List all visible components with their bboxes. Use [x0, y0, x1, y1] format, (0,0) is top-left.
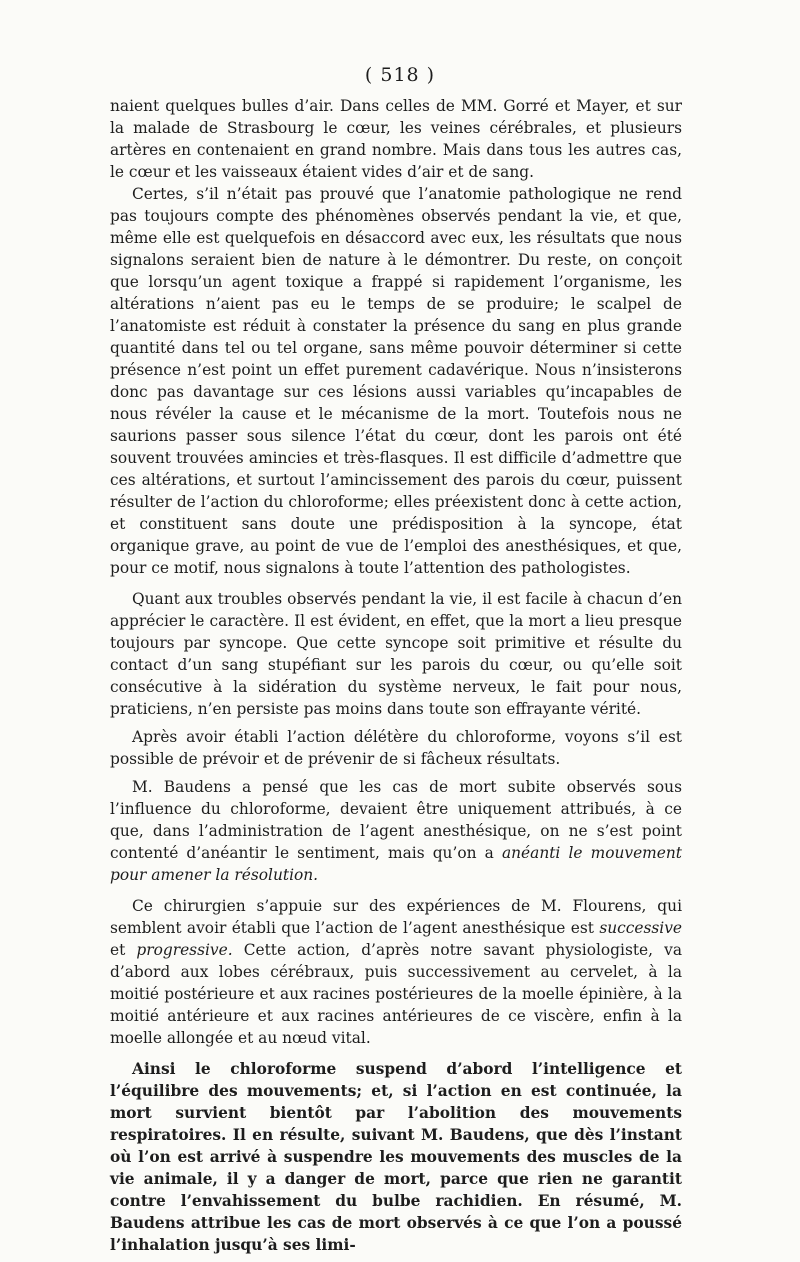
- text-body: [110, 95, 682, 1256]
- paragraph-5-text: M. Baudens a pensé que les cas de mort subite observés sous l’influence du chloroforme, devaient être uniquement attribués, à ce que, dans l’administration de l’agent anesthésique, on ne s’est point contenté d’anéantir le sentiment, mais qu’on a: [110, 778, 682, 862]
- paragraph-5: [110, 776, 682, 886]
- paragraph-5-italic: anéanti le mouvement pour amener la résolution.: [110, 844, 682, 884]
- paragraph-6-mid: et: [110, 941, 137, 959]
- paragraph-6: [110, 895, 682, 1049]
- paragraph-2: Certes, s’il n’était pas prouvé que l’anatomie pathologique ne rend pas toujours compte des phénomènes observés pendant la vie, et que, même elle est quelquefois en désaccord avec eux, les résultats que nous signalons seraient bien de nature à le démontrer. Du reste, on conçoit que lorsqu’un agent toxique a frappé si rapidement l’organisme, les altérations n’aient pas eu le temps de se produire; le scalpel de l’anatomiste est réduit à constater la présence du sang en plus grande quantité dans tel ou tel organe, sans même pouvoir déterminer si cette présence n’est point un effet purement cadavérique. Nous n’insisterons donc pas davantage sur ces lésions aussi variables qu’incapables de nous révéler la cause et le mécanisme de la mort. Toutefois nous ne saurions passer sous silence l’état du cœur, dont les parois ont été souvent trouvées amincies et très-flasques. Il est difficile d’admettre que ces altérations, et surtout l’amincissement des parois du cœur, puissent résulter de l’action du chloroforme; elles préexistent donc à cette action, et constituent sans doute une prédisposition à la syncope, état organique grave, au point de vue de l’emploi des anesthésiques, et que, pour ce motif, nous signalons à toute l’attention des pathologistes.: [110, 185, 682, 577]
- paragraph-1: naient quelques bulles d’air. Dans celles de MM. Gorré et Mayer, et sur la malade de Strasbourg le cœur, les veines cérébrales, et plusieurs artères en contenaient en grand nombre. Mais dans tous les autres cas, le cœur et les vaisseaux étaient vides d’air et de sang.: [110, 97, 682, 181]
- paragraph-6-italic-successive: successive: [599, 919, 682, 937]
- page-number: ( 518 ): [364, 64, 436, 86]
- paragraph-4: Après avoir établi l’action délétère du chloroforme, voyons s’il est possible de prévoir et de prévenir de si fâcheux résultats.: [110, 728, 682, 768]
- paragraph-6-text: Ce chirurgien s’appuie sur des expériences de M. Flourens, qui semblent avoir établi que l’action de l’agent anesthésique est: [110, 897, 682, 937]
- paragraph-3: Quant aux troubles observés pendant la vie, il est facile à chacun d’en apprécier le caractère. Il est évident, en effet, que la mort a lieu presque toujours par syncope. Que cette syncope soit primitive et résulte du contact d’un sang stupéfiant sur les parois du cœur, ou qu’elle soit consécutive à la sidération du système nerveux, le fait pour nous, praticiens, n’en persiste pas moins dans toute son effrayante vérité.: [110, 590, 682, 718]
- paragraph-6-italic-progressive: progressive.: [136, 941, 233, 959]
- paragraph-6-tail: Cette action, d’après notre savant physiologiste, va d’abord aux lobes cérébraux, puis successivement au cervelet, à la moitié postérieure et aux racines postérieures de la moelle épinière, à la moitié antérieure et aux racines antérieures de ce viscère, enfin à la moelle allongée et au nœud vital.: [110, 941, 682, 1047]
- paragraph-7: Ainsi le chloroforme suspend d’abord l’intelligence et l’équilibre des mouvements; et, si l’action en est continuée, la mort survient bientôt par l’abolition des mouvements respiratoires. Il en résulte, suivant M. Baudens, que dès l’instant où l’on est arrivé à suspendre les mouvements des muscles de la vie animale, il y a danger de mort, parce que rien ne garantit contre l’envahissement du bulbe rachidien. En résumé, M. Baudens attribue les cas de mort observés à ce que l’on a poussé l’inhalation jusqu’à ses limi-: [110, 1060, 682, 1254]
